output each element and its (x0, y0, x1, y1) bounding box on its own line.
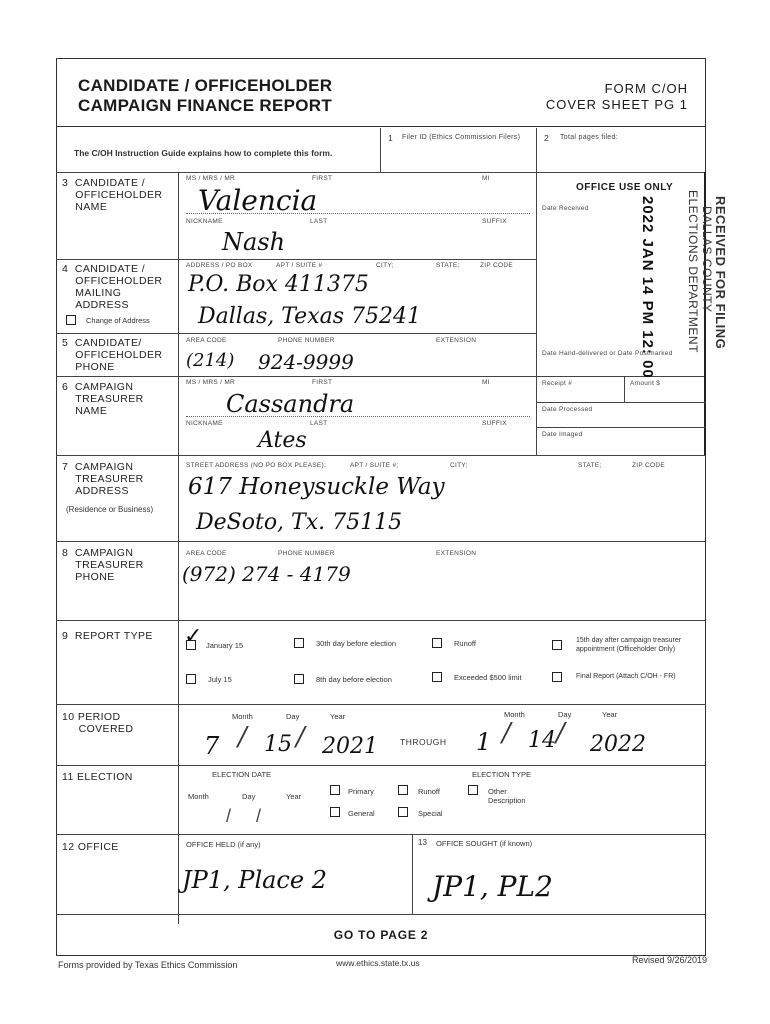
divider (56, 704, 706, 705)
election-primary-label: Primary (348, 787, 374, 796)
section-8-label: 8 CAMPAIGN TREASURER PHONE (62, 547, 144, 583)
last-label: LAST (310, 420, 328, 427)
slash-separator: / (226, 806, 232, 826)
report-runoff-checkbox[interactable] (432, 638, 442, 648)
total-pages-num: 2 (544, 133, 549, 143)
extension-label: EXTENSION (436, 550, 477, 557)
election-runoff-checkbox[interactable] (398, 785, 408, 795)
election-year-label: Year (286, 792, 302, 801)
nickname-label: NICKNAME (186, 218, 223, 225)
election-general-label: General (348, 809, 375, 818)
zip-label: ZIP CODE (632, 462, 665, 469)
election-day-label: Day (242, 792, 256, 801)
election-general-checkbox[interactable] (330, 807, 340, 817)
form-title-line1: CANDIDATE / OFFICEHOLDER (78, 76, 333, 95)
slash-separator: / (238, 722, 247, 752)
section-3-label: 3 CANDIDATE / OFFICEHOLDER NAME (62, 177, 163, 213)
state-label: STATE; (436, 262, 460, 269)
footer-revised: Revised 9/26/2019 (632, 955, 708, 965)
candidate-address-line2[interactable]: Dallas, Texas 75241 (198, 304, 421, 329)
dotted-divider (186, 213, 530, 214)
change-of-address-label: Change of Address (86, 316, 150, 325)
candidate-phone-area[interactable]: (214) (186, 350, 235, 371)
area-code-label: AREA CODE (186, 550, 227, 557)
period-to-year-label: Year (602, 710, 618, 719)
report-jul15-checkbox[interactable] (186, 674, 196, 684)
section-9-label: 9 REPORT TYPE (62, 630, 153, 642)
office-held-label: OFFICE HELD (if any) (186, 840, 261, 849)
address-label: ADDRESS / PO BOX (186, 262, 253, 269)
election-runoff-label: Runoff (418, 787, 440, 796)
treasurer-address-line1[interactable]: 617 Honeysuckle Way (188, 474, 445, 500)
change-of-address-checkbox[interactable] (66, 315, 76, 325)
divider (56, 914, 706, 915)
area-code-label: AREA CODE (186, 337, 227, 344)
section-4-label: 4 CANDIDATE / OFFICEHOLDER MAILING ADDRESS (62, 263, 163, 311)
mi-label: MI (482, 175, 490, 182)
section-12-label: 12 OFFICE (62, 841, 119, 853)
election-primary-checkbox[interactable] (330, 785, 340, 795)
stamp-date: 2022 JAN 14 PM 12: 00 (639, 196, 656, 379)
extension-label: EXTENSION (436, 337, 477, 344)
candidate-first-name[interactable]: Valencia (198, 184, 318, 217)
period-from-year-label: Year (330, 712, 346, 721)
amount-label: Amount $ (630, 380, 661, 387)
report-final-label: Final Report (Attach C/OH - FR) (576, 673, 676, 680)
go-to-page-2: GO TO PAGE 2 (333, 928, 429, 942)
phone-number-label: PHONE NUMBER (278, 337, 335, 344)
divider (178, 172, 179, 924)
ms-mrs-mr-label: MS / MRS / MR (186, 379, 236, 386)
report-15day-label: 15th day after campaign treasurer appointment (Officeholder Only) (576, 637, 682, 653)
period-from-month[interactable]: 7 (204, 732, 220, 760)
election-other-checkbox[interactable] (468, 785, 478, 795)
office-sought-value[interactable]: JP1, PL2 (432, 870, 553, 903)
period-to-month-label: Month (504, 710, 525, 719)
report-exceeded-label: Exceeded $500 limit (454, 673, 522, 682)
suffix-label: SUFFIX (482, 420, 507, 427)
slash-separator: / (296, 722, 305, 752)
receipt-label: Receipt # (542, 380, 573, 387)
divider (412, 834, 413, 914)
last-label: LAST (310, 218, 328, 225)
total-pages-label: Total pages filed: (560, 134, 618, 141)
section-11-label: 11 ELECTION (62, 771, 133, 783)
period-to-year[interactable]: 2022 (590, 732, 646, 757)
first-label: FIRST (312, 175, 333, 182)
divider (536, 128, 537, 172)
report-runoff-label: Runoff (454, 639, 476, 648)
office-use-title: OFFICE USE ONLY (576, 182, 674, 193)
election-description-label: Description (488, 796, 526, 805)
section-13-num: 13 (418, 838, 427, 847)
apt-suite-label: APT / SUITE # (276, 262, 323, 269)
checkmark-icon: ✓ (184, 624, 203, 649)
footer-url[interactable]: www.ethics.state.tx.us (336, 958, 420, 968)
divider (56, 834, 706, 835)
report-jan15-label: January 15 (206, 641, 244, 650)
period-from-day-label: Day (286, 712, 300, 721)
residence-note: (Residence or Business) (66, 505, 154, 514)
divider (56, 765, 706, 766)
date-hand-label: Date Hand-delivered or Date Postmarked (542, 350, 673, 357)
period-to-day-label: Day (558, 710, 572, 719)
report-exceeded-checkbox[interactable] (432, 672, 442, 682)
instruction-text: The C/OH Instruction Guide explains how to complete this form. (74, 148, 333, 158)
apt-suite-label: APT / SUITE #; (350, 462, 399, 469)
suffix-label: SUFFIX (482, 218, 507, 225)
divider (536, 402, 706, 403)
section-7-label: 7 CAMPAIGN TREASURER ADDRESS (62, 461, 144, 497)
nickname-label: NICKNAME (186, 420, 223, 427)
form-id: FORM C/OH (604, 81, 688, 96)
form-title-line2: CAMPAIGN FINANCE REPORT (78, 96, 333, 115)
section-10-label: 10 PERIOD COVERED (62, 711, 134, 735)
period-from-day[interactable]: 15 (264, 732, 292, 757)
date-received-label: Date Received (542, 205, 589, 212)
ms-mrs-mr-label: MS / MRS / MR (186, 175, 236, 182)
phone-number-label: PHONE NUMBER (278, 550, 335, 557)
divider (56, 455, 706, 456)
header-divider (56, 126, 706, 127)
city-label: CITY; (450, 462, 468, 469)
slash-separator: / (256, 806, 262, 826)
mi-label: MI (482, 379, 490, 386)
divider (56, 333, 536, 334)
candidate-phone-number[interactable]: 924-9999 (258, 350, 354, 374)
candidate-last-name[interactable]: Nash (222, 228, 286, 256)
first-label: FIRST (312, 379, 333, 386)
cover-sheet-label: COVER SHEET PG 1 (545, 97, 688, 112)
period-to-day[interactable]: 14 (528, 728, 556, 753)
period-from-year[interactable]: 2021 (322, 734, 378, 759)
through-label: THROUGH (400, 737, 447, 747)
report-30day-label: 30th day before election (316, 639, 397, 648)
dotted-divider (186, 416, 530, 417)
street-address-label: STREET ADDRESS (NO PO BOX PLEASE); (186, 462, 327, 469)
divider (624, 376, 625, 402)
election-special-label: Special (418, 809, 443, 818)
report-15day-checkbox[interactable] (552, 640, 562, 650)
treasurer-first-name[interactable]: Cassandra (226, 390, 355, 418)
divider (536, 427, 706, 428)
report-30day-checkbox[interactable] (294, 638, 304, 648)
election-special-checkbox[interactable] (398, 807, 408, 817)
election-type-label: ELECTION TYPE (472, 770, 532, 779)
slash-separator: / (556, 718, 565, 748)
date-processed-label: Date Processed (542, 406, 593, 413)
section-5-label: 5 CANDIDATE/ OFFICEHOLDER PHONE (62, 337, 163, 373)
divider (56, 541, 706, 542)
report-jul15-label: July 15 (208, 675, 232, 684)
election-month-label: Month (188, 792, 209, 801)
divider (380, 128, 381, 172)
report-8day-checkbox[interactable] (294, 674, 304, 684)
filer-id-num: 1 (388, 133, 393, 143)
period-from-month-label: Month (232, 712, 253, 721)
date-imaged-label: Date Imaged (542, 431, 583, 438)
divider (56, 259, 536, 260)
treasurer-address-line2[interactable]: DeSoto, Tx. 75115 (196, 510, 403, 535)
state-label: STATE; (578, 462, 602, 469)
divider (56, 620, 706, 621)
footer-provided-by: Forms provided by Texas Ethics Commission (58, 960, 238, 970)
stamp-received-line3: ELECTIONS DEPARTMENT (686, 190, 700, 353)
city-label: CITY; (376, 262, 394, 269)
period-to-month[interactable]: 1 (476, 728, 492, 756)
slash-separator: / (502, 718, 511, 748)
section-6-label: 6 CAMPAIGN TREASURER NAME (62, 381, 144, 417)
stamp-received-line1: RECEIVED FOR FILING (713, 196, 728, 350)
election-other-label: Other (488, 787, 507, 796)
report-final-checkbox[interactable] (552, 672, 562, 682)
zip-label: ZIP CODE (480, 262, 513, 269)
stamp-received-line2: DALLAS COUNTY (700, 206, 714, 313)
candidate-address-line1[interactable]: P.O. Box 411375 (188, 272, 369, 297)
office-sought-label: OFFICE SOUGHT (if known) (436, 839, 533, 848)
report-8day-label: 8th day before election (316, 675, 392, 684)
election-date-label: ELECTION DATE (212, 770, 272, 779)
treasurer-phone[interactable]: (972) 274 - 4179 (182, 562, 351, 586)
office-held-value[interactable]: JP1, Place 2 (182, 866, 327, 894)
treasurer-last-name[interactable]: Ates (258, 428, 307, 453)
filer-id-label: Filer ID (Ethics Commission Filers) (402, 134, 521, 141)
